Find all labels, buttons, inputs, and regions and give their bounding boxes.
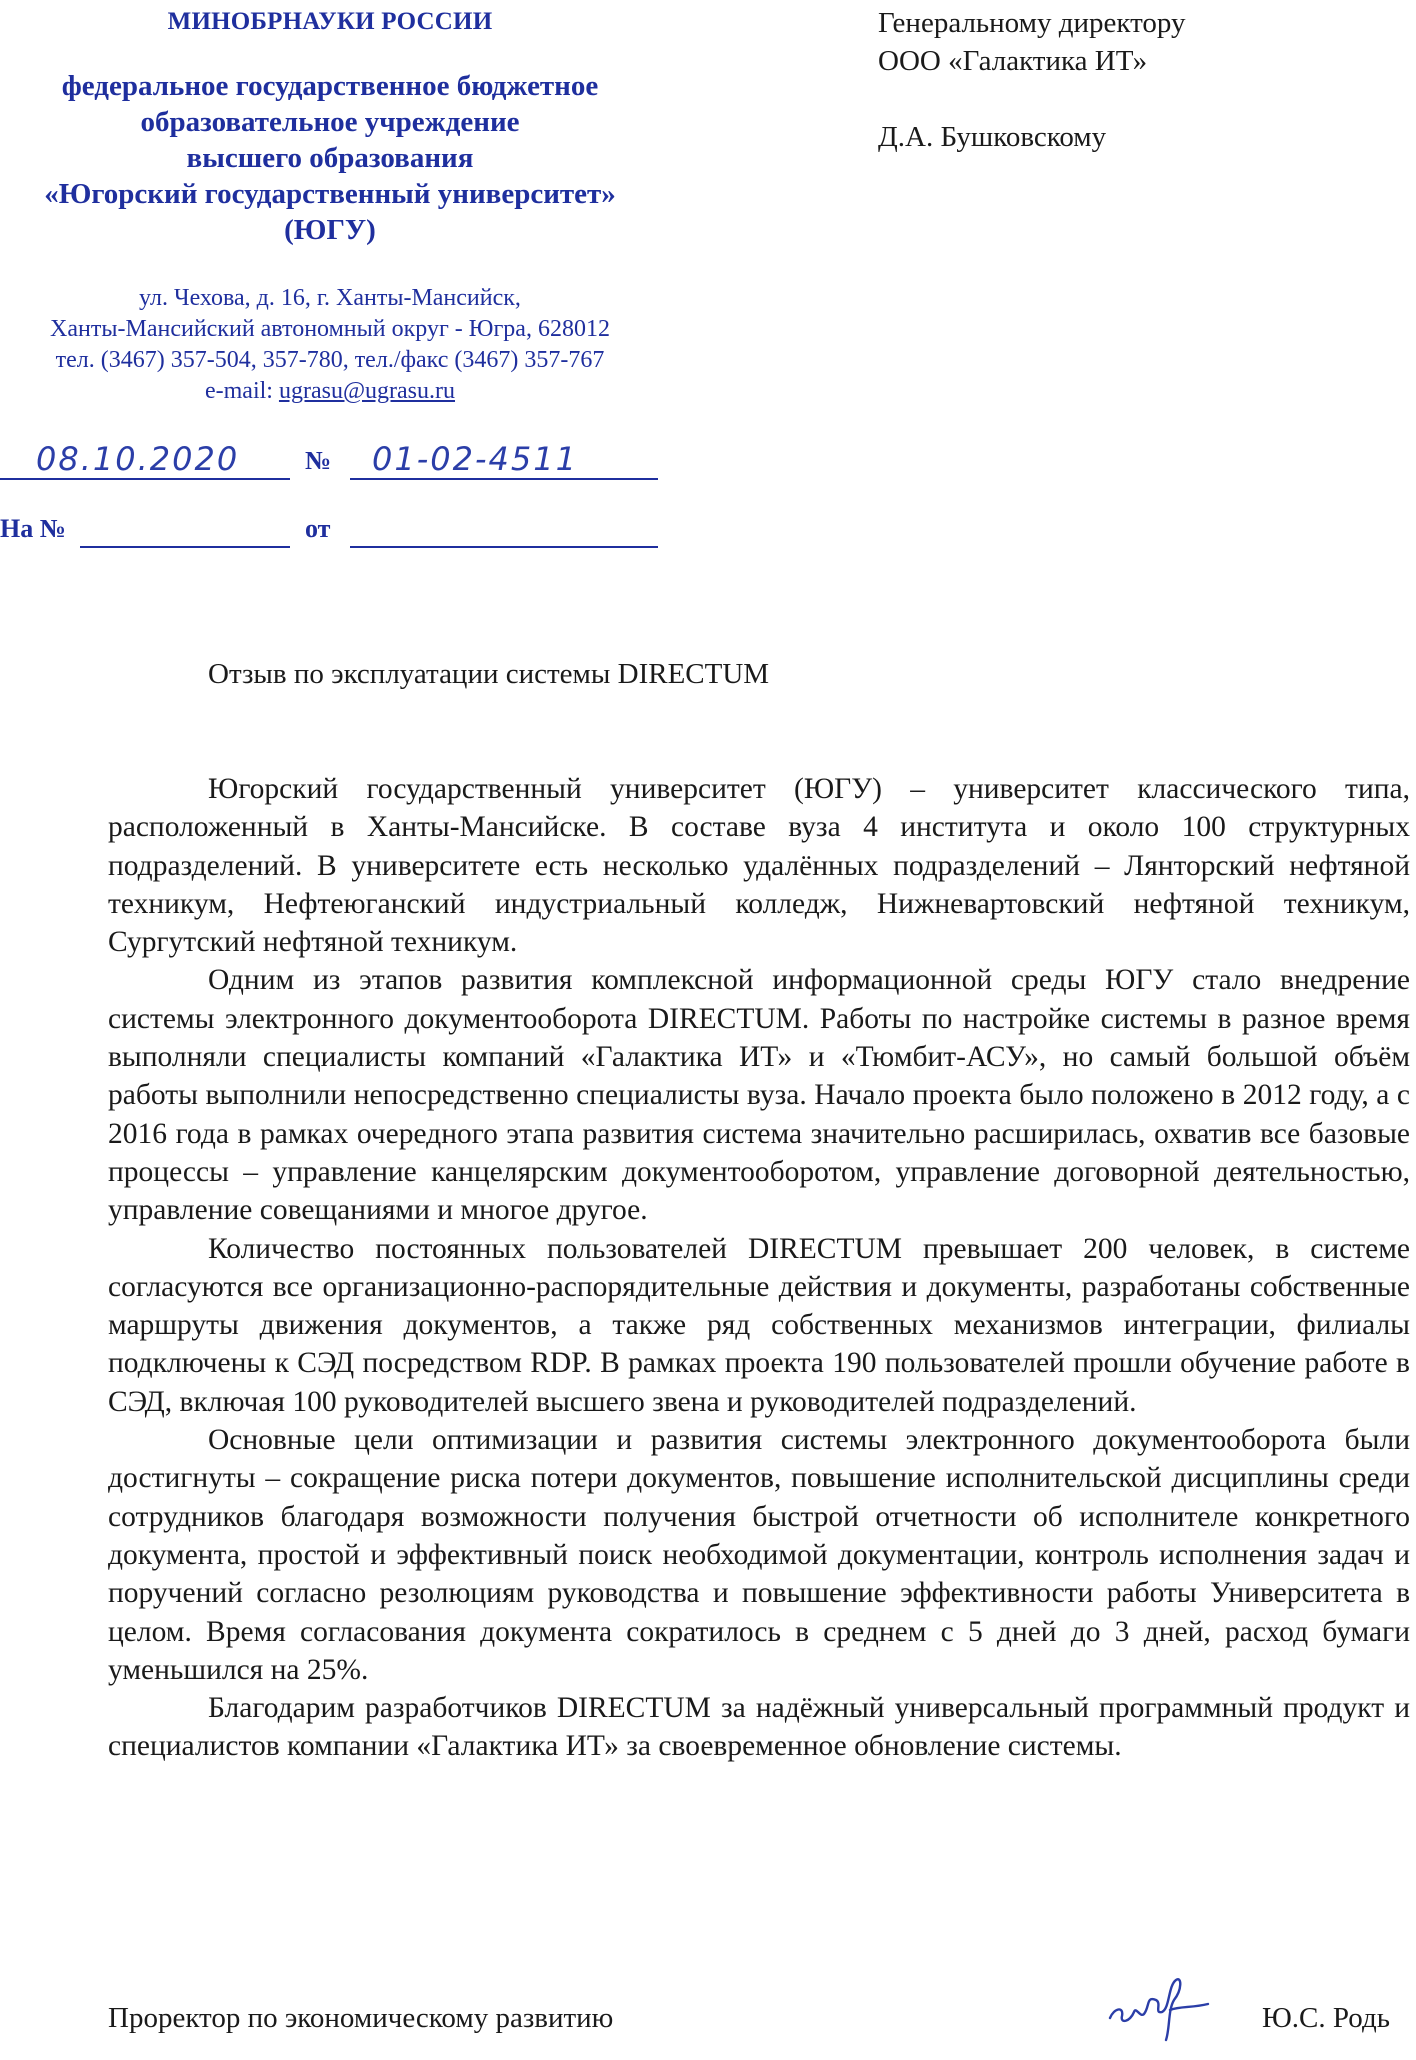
- organization-address: [0, 283, 660, 407]
- registration-date: 08.10.2020: [36, 440, 240, 478]
- email-line: [0, 376, 660, 407]
- addressee-company: ООО «Галактика ИТ»: [878, 45, 1148, 77]
- org-line: федеральное государственное бюджетное: [61, 70, 599, 102]
- body-paragraph: Югорский государственный университет (ЮГУ) – университет классического типа, расположенный в Ханты-Мансийске. В составе вуза 4 института и около 100 структурных подразделений. В университете есть несколько удалённых подразделений – Лянторский нефтяной техникум, Нефтеюганский индустриальный колледж, Нижневартовский нефтяной техникум, Сургутский нефтяной техникум.: [108, 773, 1410, 959]
- reply-number-label: На №: [0, 514, 66, 543]
- body-paragraph: Одним из этапов развития комплексной информационной среды ЮГУ стало внедрение системы электронного документооборота DIRECTUM. Работы по настройке системы в разное время выполняли специалисты компаний «Галактика ИТ» и «Тюмбит-АСУ», но самый большой объём работы выполнили непосредственно специалисты вуза. Начало проекта было положено в 2012 году, а с 2016 года в рамках очередного этапа развития система значительно расширилась, охватив все базовые процессы – управление канцелярским документооборотом, управление договорной деятельностью, управление совещаниями и многое другое.: [108, 964, 1410, 1227]
- number-underline: [350, 478, 658, 480]
- handwritten-signature: [1100, 1966, 1220, 2046]
- reply-date-underline: [350, 546, 658, 548]
- organization-name: [0, 68, 660, 248]
- signatory-name: Ю.С. Родь: [1262, 2002, 1390, 2034]
- signatory-position: Проректор по экономическому развитию: [108, 2002, 614, 2034]
- address-line: Ханты-Мансийский автономный округ - Югра, 628012: [50, 316, 610, 342]
- org-line: высшего образования: [186, 142, 474, 174]
- address-line: тел. (3467) 357-504, 357-780, тел./факс (3467) 357-767: [55, 347, 605, 373]
- org-line: «Югорский государственный университет»: [44, 178, 616, 210]
- addressee-name: Д.А. Бушковскому: [878, 121, 1107, 153]
- addressee-spacer: [878, 80, 1398, 118]
- reply-number-underline: [80, 546, 290, 548]
- org-line: (ЮГУ): [284, 214, 376, 246]
- registration-number: 01-02-4511: [372, 440, 578, 478]
- addressee-title: Генеральному директору: [878, 7, 1186, 39]
- letter-body: [108, 770, 1410, 1766]
- registration-number-label: №: [305, 446, 332, 475]
- email-label: e-mail:: [204, 378, 279, 404]
- body-paragraph: Количество постоянных пользователей DIRECTUM превышает 200 человек, в системе согласуются все организационно-распорядительные действия и документы, разработаны собственные маршруты движения документов, а также ряд собственных механизмов интеграции, филиалы подключены к СЭД посредством RDP. В рамках проекта 190 пользователей прошли обучение работе в СЭД, включая 100 руководителей высшего звена и руководителей подразделений.: [108, 1232, 1410, 1418]
- address-line: ул. Чехова, д. 16, г. Ханты-Мансийск,: [139, 285, 521, 311]
- letter-subject: Отзыв по эксплуатации системы DIRECTUM: [208, 658, 770, 690]
- org-line: образовательное учреждение: [140, 106, 520, 138]
- ministry-name: МИНОБРНАУКИ РОССИИ: [167, 8, 493, 35]
- date-underline: [0, 478, 290, 480]
- addressee-block: [878, 4, 1398, 156]
- body-paragraph: Основные цели оптимизации и развития системы электронного документооборота были достигнуты – сокращение риска потери документов, повышение исполнительской дисциплины среди сотрудников благодаря возможности получения быстрой отчетности об исполнителе конкретного документа, простой и эффективный поиск необходимой документации, контроль исполнения задач и поручений согласно резолюциям руководства и повышение эффективности работы Университета в целом. Время согласования документа сократилось в среднем с 5 дней до 3 дней, расход бумаги уменьшился на 25%.: [108, 1424, 1410, 1686]
- reply-from-label: от: [305, 514, 331, 543]
- email-link[interactable]: ugrasu@ugrasu.ru: [278, 378, 456, 404]
- body-paragraph: Благодарим разработчиков DIRECTUM за надёжный универсальный программный продукт и специалистов компании «Галактика ИТ» за своевременное обновление системы.: [108, 1692, 1410, 1763]
